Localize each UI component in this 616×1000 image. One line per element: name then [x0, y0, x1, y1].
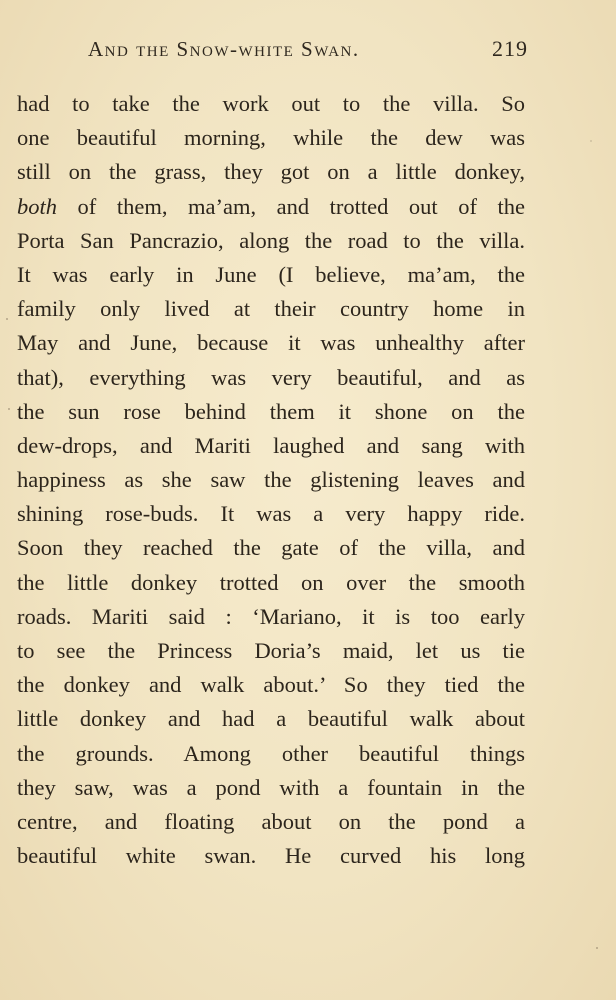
text-line: one beautiful morning, while the dew was: [17, 125, 525, 151]
text-line: the sun rose behind them it shone on the: [17, 398, 525, 424]
text-line: shining rose-buds. It was a very happy ride.: [17, 501, 525, 527]
text-line: family only lived at their country home in: [17, 296, 525, 322]
text-line: still on the grass, they got on a little donkey,: [17, 159, 525, 185]
text-line: dew-drops, and Mariti laughed and sang with: [17, 432, 525, 458]
line-remainder: of them, ma’am, and trotted out of the: [57, 193, 525, 219]
italic-word: both: [17, 193, 58, 219]
text-line: to see the Princess Doria’s maid, let us tie: [17, 638, 525, 663]
text-line: little donkey and had a beautiful walk about: [17, 706, 525, 732]
text-line: It was early in June (I believe, ma’am, the: [17, 261, 525, 287]
text-line: Soon they reached the gate of the villa, and: [17, 535, 525, 561]
text-line: Porta San Pancrazio, along the road to the villa.: [17, 227, 525, 253]
paper-speck: [6, 318, 8, 320]
text-line: [17, 190, 525, 224]
running-title: And the Snow-white Swan.: [88, 37, 360, 61]
running-head: [88, 36, 528, 70]
body-text: [17, 87, 525, 873]
text-line: centre, and floating about on the pond a: [17, 808, 525, 834]
paper-speck: [8, 408, 10, 410]
text-line: the donkey and walk about.’ So they tied the: [17, 672, 525, 698]
text-line: the little donkey trotted on over the smooth: [17, 569, 525, 595]
text-line: May and June, because it was unhealthy after: [17, 330, 525, 356]
paper-speck: [590, 140, 592, 142]
text-line: happiness as she saw the glistening leaves and: [17, 467, 525, 493]
text-line: the grounds. Among other beautiful things: [17, 740, 525, 766]
text-line: had to take the work out to the villa. So: [17, 91, 525, 116]
page-number: 219: [492, 36, 528, 61]
text-line: they saw, was a pond with a fountain in the: [17, 774, 525, 800]
text-line: roads. Mariti said : ‘Mariano, it is too early: [17, 603, 525, 629]
paper-speck: [596, 947, 598, 949]
text-line: that), everything was very beautiful, and as: [17, 364, 525, 390]
text-line: beautiful white swan. He curved his long: [17, 843, 525, 869]
